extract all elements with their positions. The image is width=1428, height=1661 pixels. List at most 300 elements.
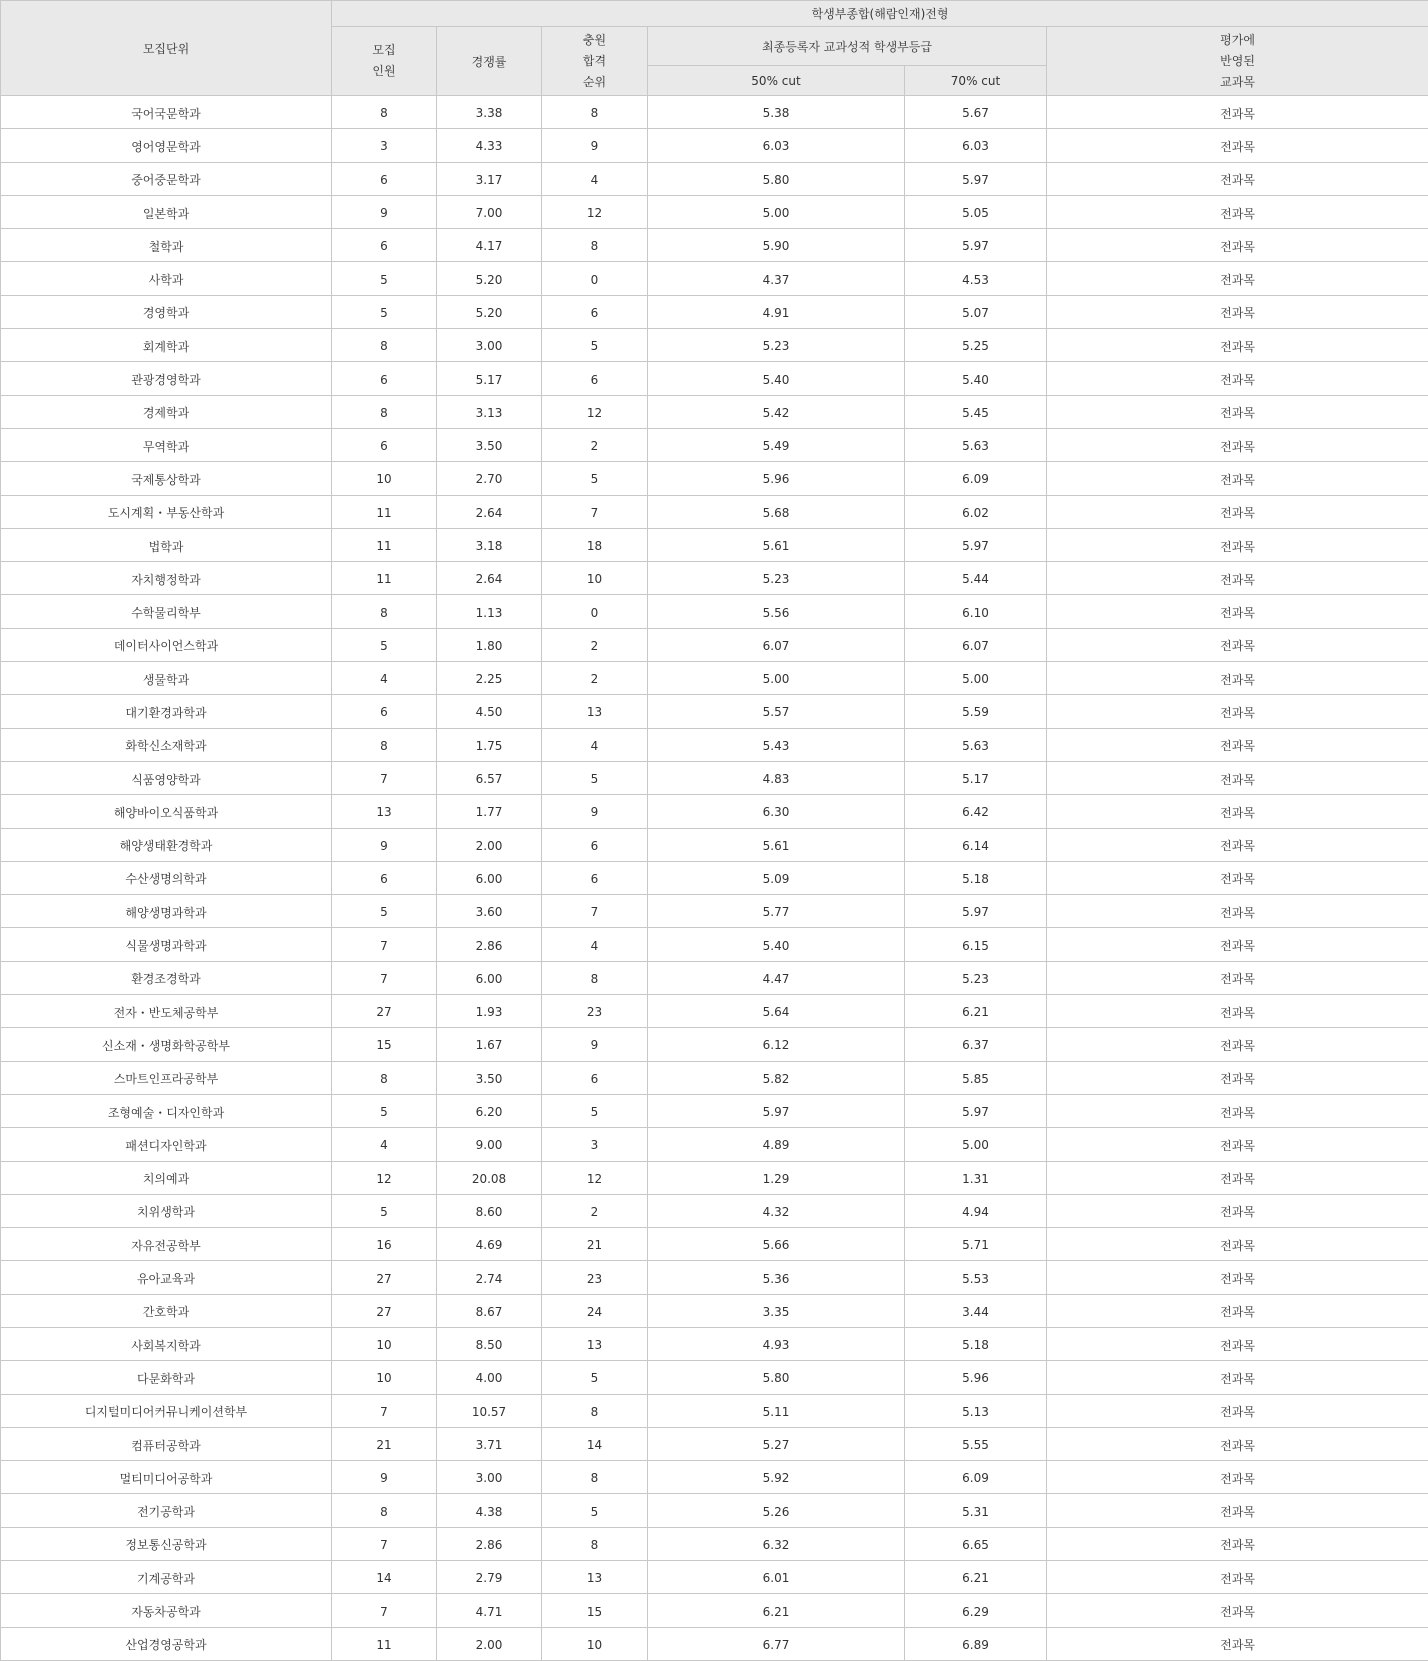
cell-subjects: 전과목 — [1047, 1594, 1428, 1627]
cell-subjects: 전과목 — [1047, 162, 1428, 195]
cell-unit: 자동차공학과 — [1, 1594, 332, 1627]
table-row — [1, 1427, 1428, 1460]
table-row — [1, 1461, 1428, 1494]
cell-capacity: 5 — [332, 295, 437, 328]
cell-capacity: 11 — [332, 562, 437, 595]
cell-cut70: 5.97 — [905, 162, 1047, 195]
cell-unit: 법학과 — [1, 528, 332, 561]
table-row — [1, 262, 1428, 295]
cell-waitlist: 24 — [542, 1294, 648, 1327]
cell-subjects: 전과목 — [1047, 1561, 1428, 1594]
cell-cut50: 5.00 — [648, 195, 905, 228]
cell-capacity: 9 — [332, 1461, 437, 1494]
cell-subjects: 전과목 — [1047, 995, 1428, 1028]
cell-subjects: 전과목 — [1047, 662, 1428, 695]
cell-competition: 6.20 — [437, 1094, 542, 1127]
cell-waitlist: 7 — [542, 895, 648, 928]
table-row — [1, 129, 1428, 162]
cell-cut70: 5.53 — [905, 1261, 1047, 1294]
cell-waitlist: 8 — [542, 1461, 648, 1494]
table-row — [1, 195, 1428, 228]
cell-cut50: 6.77 — [648, 1627, 905, 1660]
cell-subjects: 전과목 — [1047, 695, 1428, 728]
cell-cut50: 5.80 — [648, 1361, 905, 1394]
cell-cut50: 5.82 — [648, 1061, 905, 1094]
cell-subjects: 전과목 — [1047, 1294, 1428, 1327]
cell-waitlist: 2 — [542, 662, 648, 695]
cell-cut70: 6.21 — [905, 1561, 1047, 1594]
cell-unit: 식물생명과학과 — [1, 928, 332, 961]
cell-unit: 환경조경학과 — [1, 961, 332, 994]
cell-cut70: 5.59 — [905, 695, 1047, 728]
cell-capacity: 5 — [332, 262, 437, 295]
cell-cut70: 5.44 — [905, 562, 1047, 595]
cell-cut50: 5.97 — [648, 1094, 905, 1127]
table-row — [1, 1161, 1428, 1194]
cell-cut70: 5.63 — [905, 428, 1047, 461]
cell-competition: 4.17 — [437, 229, 542, 262]
cell-cut70: 3.44 — [905, 1294, 1047, 1327]
header-competition: 경쟁률 — [437, 27, 542, 96]
cell-subjects: 전과목 — [1047, 761, 1428, 794]
cell-waitlist: 4 — [542, 728, 648, 761]
cell-cut50: 5.64 — [648, 995, 905, 1028]
cell-cut50: 5.38 — [648, 96, 905, 129]
cell-waitlist: 10 — [542, 562, 648, 595]
cell-capacity: 4 — [332, 662, 437, 695]
cell-capacity: 27 — [332, 1294, 437, 1327]
cell-waitlist: 18 — [542, 528, 648, 561]
table-row — [1, 329, 1428, 362]
cell-cut50: 5.26 — [648, 1494, 905, 1527]
cell-unit: 스마트인프라공학부 — [1, 1061, 332, 1094]
table-body — [1, 96, 1428, 1661]
cell-unit: 자치행정학과 — [1, 562, 332, 595]
cell-competition: 4.38 — [437, 1494, 542, 1527]
cell-cut70: 5.05 — [905, 195, 1047, 228]
cell-cut70: 5.13 — [905, 1394, 1047, 1427]
cell-subjects: 전과목 — [1047, 1128, 1428, 1161]
cell-competition: 20.08 — [437, 1161, 542, 1194]
cell-cut70: 6.10 — [905, 595, 1047, 628]
cell-waitlist: 15 — [542, 1594, 648, 1627]
cell-cut70: 5.23 — [905, 961, 1047, 994]
cell-unit: 회계학과 — [1, 329, 332, 362]
cell-unit: 대기환경과학과 — [1, 695, 332, 728]
cell-cut50: 5.00 — [648, 662, 905, 695]
cell-subjects: 전과목 — [1047, 1261, 1428, 1294]
cell-waitlist: 23 — [542, 1261, 648, 1294]
cell-competition: 2.00 — [437, 828, 542, 861]
table-row — [1, 995, 1428, 1028]
table-row — [1, 1128, 1428, 1161]
table-row — [1, 861, 1428, 894]
cell-cut70: 5.97 — [905, 528, 1047, 561]
cell-unit: 전자・반도체공학부 — [1, 995, 332, 1028]
cell-unit: 치의예과 — [1, 1161, 332, 1194]
cell-unit: 다문화학과 — [1, 1361, 332, 1394]
cell-capacity: 5 — [332, 1194, 437, 1227]
table-row — [1, 462, 1428, 495]
cell-subjects: 전과목 — [1047, 961, 1428, 994]
cell-capacity: 7 — [332, 1394, 437, 1427]
table-row — [1, 961, 1428, 994]
cell-cut70: 5.18 — [905, 1327, 1047, 1360]
cell-waitlist: 9 — [542, 1028, 648, 1061]
cell-unit: 해양생태환경학과 — [1, 828, 332, 861]
cell-waitlist: 9 — [542, 795, 648, 828]
cell-competition: 5.17 — [437, 362, 542, 395]
cell-cut70: 5.85 — [905, 1061, 1047, 1094]
cell-cut70: 6.89 — [905, 1627, 1047, 1660]
cell-competition: 1.80 — [437, 628, 542, 661]
cell-capacity: 8 — [332, 329, 437, 362]
table-row — [1, 295, 1428, 328]
header-waitlist: 충원 합격 순위 — [542, 27, 648, 96]
cell-unit: 철학과 — [1, 229, 332, 262]
cell-subjects: 전과목 — [1047, 1461, 1428, 1494]
table-row — [1, 395, 1428, 428]
table-row — [1, 695, 1428, 728]
table-row — [1, 1028, 1428, 1061]
cell-unit: 영어영문학과 — [1, 129, 332, 162]
cell-capacity: 3 — [332, 129, 437, 162]
cell-competition: 4.71 — [437, 1594, 542, 1627]
table-row — [1, 1361, 1428, 1394]
table-row — [1, 1594, 1428, 1627]
table-row — [1, 362, 1428, 395]
table-row — [1, 728, 1428, 761]
cell-subjects: 전과목 — [1047, 1527, 1428, 1560]
cell-waitlist: 5 — [542, 1361, 648, 1394]
table-row — [1, 562, 1428, 595]
cell-cut70: 6.42 — [905, 795, 1047, 828]
cell-cut50: 5.23 — [648, 562, 905, 595]
cell-competition: 3.17 — [437, 162, 542, 195]
table-row — [1, 428, 1428, 461]
cell-cut70: 5.00 — [905, 1128, 1047, 1161]
table-row — [1, 662, 1428, 695]
cell-subjects: 전과목 — [1047, 195, 1428, 228]
cell-waitlist: 13 — [542, 1561, 648, 1594]
cell-cut50: 1.29 — [648, 1161, 905, 1194]
cell-cut50: 4.37 — [648, 262, 905, 295]
cell-competition: 3.13 — [437, 395, 542, 428]
cell-cut70: 5.97 — [905, 895, 1047, 928]
cell-cut50: 5.43 — [648, 728, 905, 761]
cell-subjects: 전과목 — [1047, 329, 1428, 362]
cell-cut50: 5.11 — [648, 1394, 905, 1427]
cell-competition: 3.50 — [437, 428, 542, 461]
cell-cut50: 5.56 — [648, 595, 905, 628]
table-header — [1, 1, 1428, 96]
cell-capacity: 4 — [332, 1128, 437, 1161]
cell-cut50: 5.96 — [648, 462, 905, 495]
cell-waitlist: 4 — [542, 928, 648, 961]
cell-cut50: 5.61 — [648, 528, 905, 561]
cell-capacity: 11 — [332, 1627, 437, 1660]
cell-cut50: 4.89 — [648, 1128, 905, 1161]
cell-waitlist: 6 — [542, 362, 648, 395]
cell-waitlist: 4 — [542, 162, 648, 195]
cell-cut50: 3.35 — [648, 1294, 905, 1327]
cell-cut50: 5.42 — [648, 395, 905, 428]
cell-cut70: 5.40 — [905, 362, 1047, 395]
cell-unit: 디지털미디어커뮤니케이션학부 — [1, 1394, 332, 1427]
table-row — [1, 96, 1428, 129]
cell-capacity: 6 — [332, 428, 437, 461]
cell-cut70: 6.02 — [905, 495, 1047, 528]
table-row — [1, 1327, 1428, 1360]
cell-cut70: 4.53 — [905, 262, 1047, 295]
cell-unit: 경제학과 — [1, 395, 332, 428]
cell-unit: 수학물리학부 — [1, 595, 332, 628]
cell-subjects: 전과목 — [1047, 462, 1428, 495]
cell-cut70: 5.00 — [905, 662, 1047, 695]
cell-competition: 2.74 — [437, 1261, 542, 1294]
cell-unit: 정보통신공학과 — [1, 1527, 332, 1560]
cell-unit: 사학과 — [1, 262, 332, 295]
table-row — [1, 1094, 1428, 1127]
table-row — [1, 1627, 1428, 1660]
cell-cut50: 5.27 — [648, 1427, 905, 1460]
cell-cut70: 5.55 — [905, 1427, 1047, 1460]
cell-waitlist: 12 — [542, 195, 648, 228]
cell-capacity: 14 — [332, 1561, 437, 1594]
cell-competition: 2.00 — [437, 1627, 542, 1660]
cell-waitlist: 6 — [542, 828, 648, 861]
cell-waitlist: 10 — [542, 1627, 648, 1660]
cell-unit: 신소재・생명화학공학부 — [1, 1028, 332, 1061]
cell-cut70: 6.07 — [905, 628, 1047, 661]
cell-unit: 일본학과 — [1, 195, 332, 228]
cell-subjects: 전과목 — [1047, 1394, 1428, 1427]
table-row — [1, 528, 1428, 561]
cell-capacity: 11 — [332, 528, 437, 561]
cell-waitlist: 8 — [542, 961, 648, 994]
cell-capacity: 9 — [332, 195, 437, 228]
cell-cut50: 6.12 — [648, 1028, 905, 1061]
cell-subjects: 전과목 — [1047, 795, 1428, 828]
cell-cut50: 4.83 — [648, 761, 905, 794]
cell-capacity: 7 — [332, 928, 437, 961]
table-row — [1, 1194, 1428, 1227]
cell-cut50: 5.66 — [648, 1228, 905, 1261]
table-row — [1, 928, 1428, 961]
table-row — [1, 1394, 1428, 1427]
header-subjects: 평가에 반영된 교과목 — [1047, 27, 1428, 96]
cell-subjects: 전과목 — [1047, 1228, 1428, 1261]
cell-waitlist: 23 — [542, 995, 648, 1028]
cell-capacity: 6 — [332, 162, 437, 195]
cell-competition: 2.86 — [437, 1527, 542, 1560]
cell-capacity: 10 — [332, 1327, 437, 1360]
cell-competition: 2.25 — [437, 662, 542, 695]
cell-unit: 산업경영공학과 — [1, 1627, 332, 1660]
cell-subjects: 전과목 — [1047, 395, 1428, 428]
cell-subjects: 전과목 — [1047, 828, 1428, 861]
cell-cut70: 6.65 — [905, 1527, 1047, 1560]
header-cut70: 70% cut — [905, 66, 1047, 96]
cell-unit: 국어국문학과 — [1, 96, 332, 129]
cell-capacity: 7 — [332, 1594, 437, 1627]
cell-cut50: 5.68 — [648, 495, 905, 528]
cell-subjects: 전과목 — [1047, 1094, 1428, 1127]
table-row — [1, 1061, 1428, 1094]
table-row — [1, 1561, 1428, 1594]
cell-cut70: 5.31 — [905, 1494, 1047, 1527]
cell-waitlist: 12 — [542, 1161, 648, 1194]
cell-unit: 무역학과 — [1, 428, 332, 461]
cell-subjects: 전과목 — [1047, 362, 1428, 395]
cell-competition: 1.13 — [437, 595, 542, 628]
cell-cut50: 5.09 — [648, 861, 905, 894]
cell-subjects: 전과목 — [1047, 895, 1428, 928]
cell-competition: 2.86 — [437, 928, 542, 961]
cell-capacity: 7 — [332, 961, 437, 994]
table-row — [1, 895, 1428, 928]
cell-subjects: 전과목 — [1047, 562, 1428, 595]
cell-waitlist: 12 — [542, 395, 648, 428]
table-row — [1, 795, 1428, 828]
header-unit: 모집단위 — [1, 1, 332, 96]
cell-competition: 3.00 — [437, 1461, 542, 1494]
cell-capacity: 10 — [332, 1361, 437, 1394]
cell-cut70: 5.63 — [905, 728, 1047, 761]
cell-cut70: 5.96 — [905, 1361, 1047, 1394]
cell-unit: 해양바이오식품학과 — [1, 795, 332, 828]
cell-subjects: 전과목 — [1047, 1028, 1428, 1061]
cell-cut70: 6.09 — [905, 462, 1047, 495]
header-group-title: 학생부종합(해람인재)전형 — [332, 1, 1428, 27]
cell-capacity: 6 — [332, 861, 437, 894]
cell-cut50: 5.40 — [648, 362, 905, 395]
cell-cut70: 5.97 — [905, 1094, 1047, 1127]
cell-waitlist: 2 — [542, 1194, 648, 1227]
cell-cut70: 6.21 — [905, 995, 1047, 1028]
cell-competition: 3.00 — [437, 329, 542, 362]
cell-competition: 6.00 — [437, 961, 542, 994]
cell-competition: 4.50 — [437, 695, 542, 728]
cell-capacity: 8 — [332, 595, 437, 628]
cell-waitlist: 8 — [542, 96, 648, 129]
cell-competition: 3.50 — [437, 1061, 542, 1094]
cell-cut50: 6.21 — [648, 1594, 905, 1627]
table-row — [1, 1261, 1428, 1294]
cell-unit: 조형예술・디자인학과 — [1, 1094, 332, 1127]
table-row — [1, 495, 1428, 528]
cell-competition: 1.77 — [437, 795, 542, 828]
cell-waitlist: 8 — [542, 229, 648, 262]
cell-cut70: 5.07 — [905, 295, 1047, 328]
cell-cut70: 6.09 — [905, 1461, 1047, 1494]
cell-cut70: 4.94 — [905, 1194, 1047, 1227]
cell-capacity: 5 — [332, 628, 437, 661]
table-row — [1, 761, 1428, 794]
cell-cut50: 6.01 — [648, 1561, 905, 1594]
header-cut50: 50% cut — [648, 66, 905, 96]
cell-unit: 사회복지학과 — [1, 1327, 332, 1360]
cell-subjects: 전과목 — [1047, 1627, 1428, 1660]
cell-subjects: 전과목 — [1047, 428, 1428, 461]
cell-waitlist: 9 — [542, 129, 648, 162]
cell-cut70: 5.71 — [905, 1228, 1047, 1261]
cell-competition: 3.60 — [437, 895, 542, 928]
table-row — [1, 1527, 1428, 1560]
cell-unit: 데이터사이언스학과 — [1, 628, 332, 661]
cell-waitlist: 14 — [542, 1427, 648, 1460]
cell-waitlist: 2 — [542, 428, 648, 461]
cell-cut50: 5.57 — [648, 695, 905, 728]
cell-cut70: 6.15 — [905, 928, 1047, 961]
cell-subjects: 전과목 — [1047, 861, 1428, 894]
cell-capacity: 7 — [332, 1527, 437, 1560]
cell-competition: 1.75 — [437, 728, 542, 761]
cell-unit: 생물학과 — [1, 662, 332, 695]
cell-cut50: 6.03 — [648, 129, 905, 162]
cell-subjects: 전과목 — [1047, 1494, 1428, 1527]
cell-capacity: 21 — [332, 1427, 437, 1460]
header-grade-group: 최종등록자 교과성적 학생부등급 — [648, 27, 1047, 66]
cell-waitlist: 6 — [542, 295, 648, 328]
cell-unit: 식품영양학과 — [1, 761, 332, 794]
cell-waitlist: 13 — [542, 695, 648, 728]
cell-capacity: 27 — [332, 995, 437, 1028]
cell-competition: 5.20 — [437, 295, 542, 328]
cell-unit: 국제통상학과 — [1, 462, 332, 495]
cell-subjects: 전과목 — [1047, 728, 1428, 761]
cell-cut70: 5.17 — [905, 761, 1047, 794]
cell-subjects: 전과목 — [1047, 928, 1428, 961]
cell-unit: 수산생명의학과 — [1, 861, 332, 894]
cell-unit: 전기공학과 — [1, 1494, 332, 1527]
cell-cut50: 6.30 — [648, 795, 905, 828]
cell-cut50: 5.61 — [648, 828, 905, 861]
cell-competition: 7.00 — [437, 195, 542, 228]
cell-subjects: 전과목 — [1047, 528, 1428, 561]
cell-unit: 유아교육과 — [1, 1261, 332, 1294]
cell-unit: 화학신소재학과 — [1, 728, 332, 761]
cell-unit: 해양생명과학과 — [1, 895, 332, 928]
cell-waitlist: 13 — [542, 1327, 648, 1360]
cell-unit: 도시계획・부동산학과 — [1, 495, 332, 528]
cell-capacity: 5 — [332, 1094, 437, 1127]
cell-unit: 관광경영학과 — [1, 362, 332, 395]
cell-competition: 2.70 — [437, 462, 542, 495]
cell-subjects: 전과목 — [1047, 129, 1428, 162]
cell-capacity: 16 — [332, 1228, 437, 1261]
cell-competition: 8.50 — [437, 1327, 542, 1360]
cell-cut70: 6.37 — [905, 1028, 1047, 1061]
cell-cut50: 6.07 — [648, 628, 905, 661]
cell-competition: 9.00 — [437, 1128, 542, 1161]
table-row — [1, 628, 1428, 661]
cell-unit: 치위생학과 — [1, 1194, 332, 1227]
header-capacity: 모집 인원 — [332, 27, 437, 96]
cell-cut50: 5.40 — [648, 928, 905, 961]
cell-subjects: 전과목 — [1047, 628, 1428, 661]
cell-competition: 3.71 — [437, 1427, 542, 1460]
cell-waitlist: 5 — [542, 462, 648, 495]
cell-cut50: 5.77 — [648, 895, 905, 928]
cell-cut50: 4.32 — [648, 1194, 905, 1227]
cell-waitlist: 6 — [542, 861, 648, 894]
cell-subjects: 전과목 — [1047, 96, 1428, 129]
cell-cut50: 5.36 — [648, 1261, 905, 1294]
cell-capacity: 8 — [332, 96, 437, 129]
cell-cut70: 5.97 — [905, 229, 1047, 262]
cell-cut50: 5.80 — [648, 162, 905, 195]
